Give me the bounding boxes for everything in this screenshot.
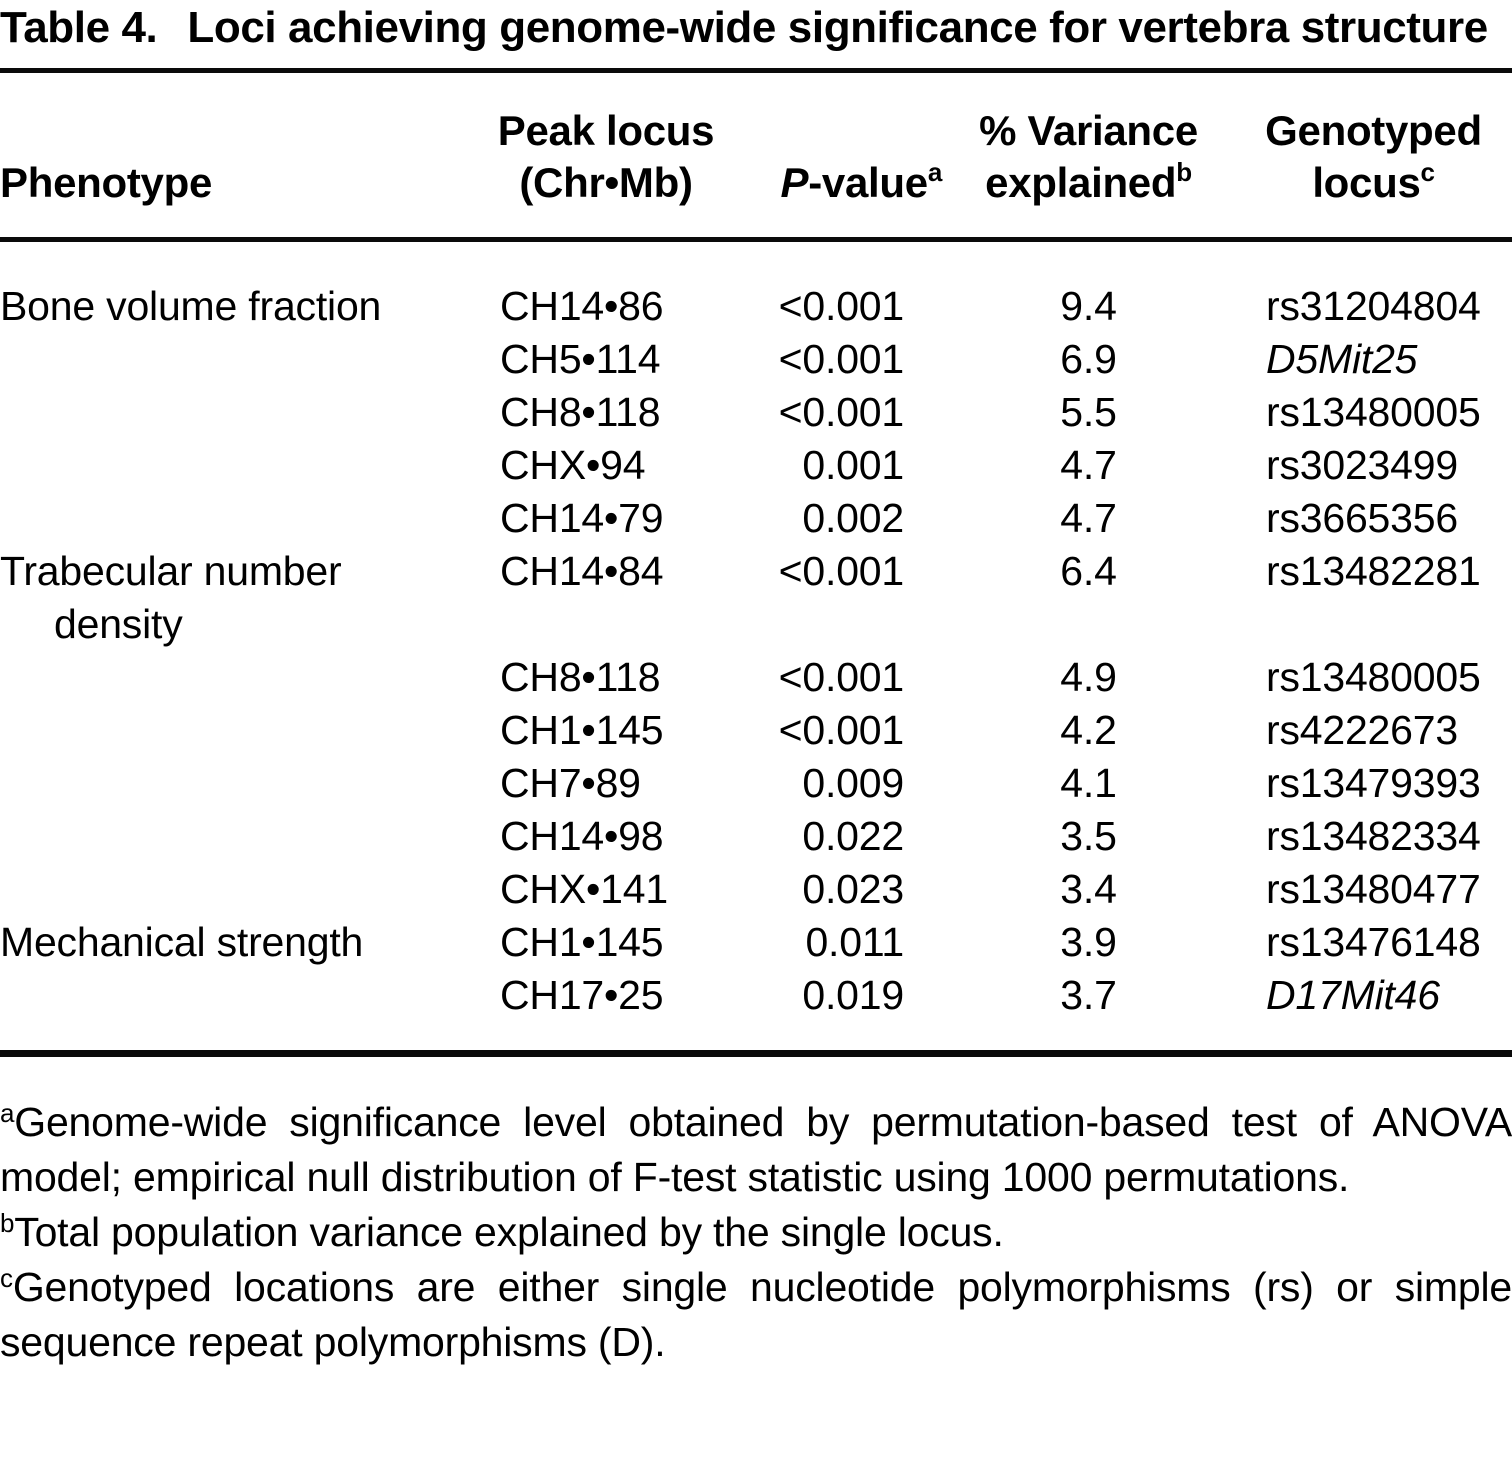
genotyped-locus-cell: D5Mit25: [1266, 336, 1418, 382]
phenotype-cell: [0, 492, 470, 545]
genotyped-locus-cell: rs3665356: [1266, 495, 1458, 541]
peak-locus-cell: CH7•89: [500, 760, 641, 806]
peak-locus-cell: CHX•141: [500, 866, 668, 912]
peak-locus-cell: CH8•118: [500, 654, 661, 700]
table-row: [0, 545, 1512, 651]
phenotype-cell: [0, 704, 470, 757]
table-row: [0, 916, 1512, 969]
column-header-p-value: P-value$^a$: [742, 71, 942, 240]
p-value-cell: 0.011: [805, 919, 904, 965]
p-value-cell: <0.001: [778, 548, 904, 594]
table-row: [0, 240, 1512, 334]
variance-cell: 4.1: [1060, 760, 1117, 806]
table-row: [0, 386, 1512, 439]
footnote-b-marker: b: [0, 1208, 15, 1238]
genotyped-locus-cell: D17Mit46: [1266, 972, 1440, 1018]
loci-significance-table: [0, 68, 1512, 1057]
table-row: [0, 704, 1512, 757]
variance-cell: 3.7: [1060, 972, 1117, 1018]
phenotype-cell: Trabecular number density: [0, 548, 342, 647]
p-value-cell: <0.001: [778, 336, 904, 382]
footnote-marker-a: a: [927, 157, 942, 187]
variance-cell: 6.4: [1060, 548, 1117, 594]
p-value-cell: 0.002: [802, 495, 904, 541]
table-row: [0, 810, 1512, 863]
table-row: [0, 863, 1512, 916]
table-row: [0, 651, 1512, 704]
column-header-genotyped-locus: Genotyped locus$^c$: [1235, 71, 1512, 240]
table-title: [0, 0, 1512, 53]
peak-locus-cell: CHX•94: [500, 442, 646, 488]
p-value-cell: <0.001: [778, 283, 904, 329]
phenotype-cell: Bone volume fraction: [0, 283, 382, 329]
p-value-cell: 0.019: [802, 972, 904, 1018]
table-row: [0, 969, 1512, 1054]
genotyped-locus-cell: rs13480005: [1266, 389, 1481, 435]
variance-cell: 3.9: [1060, 919, 1117, 965]
p-value-cell: <0.001: [778, 707, 904, 753]
header-row: [0, 71, 1512, 240]
genotyped-locus-cell: rs13480005: [1266, 654, 1481, 700]
p-value-cell: 0.022: [802, 813, 904, 859]
table-caption: Loci achieving genome-wide significance for vertebra structure: [187, 3, 1488, 52]
table-footnotes: [0, 1095, 1512, 1370]
column-header-peak-locus: Peak locus (Chr•Mb): [470, 71, 742, 240]
table-number-label: Table 4.: [0, 3, 158, 52]
variance-cell: 3.5: [1060, 813, 1117, 859]
table-row: [0, 333, 1512, 386]
genotyped-locus-cell: rs31204804: [1266, 283, 1481, 329]
variance-cell: 4.9: [1060, 654, 1117, 700]
genotyped-locus-cell: rs13480477: [1266, 866, 1481, 912]
table-body: [0, 240, 1512, 1054]
footnote-b: [0, 1205, 1512, 1260]
variance-cell: 5.5: [1060, 389, 1117, 435]
phenotype-cell: Mechanical strength: [0, 919, 364, 965]
variance-cell: 6.9: [1060, 336, 1117, 382]
variance-cell: 4.7: [1060, 495, 1117, 541]
genotyped-locus-cell: rs13482334: [1266, 813, 1481, 859]
p-value-cell: <0.001: [778, 654, 904, 700]
variance-cell: 3.4: [1060, 866, 1117, 912]
phenotype-cell: [0, 386, 470, 439]
genotyped-locus-cell: rs13476148: [1266, 919, 1481, 965]
table-row: [0, 492, 1512, 545]
phenotype-cell: [0, 810, 470, 863]
peak-locus-cell: CH17•25: [500, 972, 664, 1018]
genotyped-locus-cell: rs13482281: [1266, 548, 1481, 594]
phenotype-cell: [0, 333, 470, 386]
p-value-cell: <0.001: [778, 389, 904, 435]
peak-locus-cell: CH14•86: [500, 283, 664, 329]
footnote-marker-c: c: [1420, 157, 1435, 187]
footnote-c-text: Genotyped locations are either single nucleotide polymorphisms (rs) or simple sequence repeat polymorphisms (D).: [0, 1264, 1512, 1365]
peak-locus-cell: CH14•98: [500, 813, 664, 859]
variance-cell: 4.7: [1060, 442, 1117, 488]
phenotype-cell: [0, 757, 470, 810]
p-value-cell: 0.009: [802, 760, 904, 806]
footnote-a-text: Genome-wide significance level obtained by permutation-based test of ANOVA model; empirical null distribution of F-test statistic using 1000 permutations.: [0, 1099, 1512, 1200]
peak-locus-cell: CH8•118: [500, 389, 661, 435]
genotyped-locus-cell: rs3023499: [1266, 442, 1458, 488]
footnote-a-marker: a: [0, 1098, 15, 1128]
p-value-cell: 0.023: [802, 866, 904, 912]
variance-cell: 4.2: [1060, 707, 1117, 753]
peak-locus-cell: CH1•145: [500, 707, 664, 753]
phenotype-cell: [0, 439, 470, 492]
column-header-phenotype: Phenotype: [0, 71, 470, 240]
table-row: [0, 757, 1512, 810]
phenotype-cell: [0, 969, 470, 1054]
table-header: [0, 71, 1512, 240]
footnote-a: [0, 1095, 1512, 1205]
peak-locus-cell: CH14•84: [500, 548, 664, 594]
phenotype-cell: [0, 651, 470, 704]
peak-locus-cell: CH5•114: [500, 336, 661, 382]
footnote-b-text: Total population variance explained by the single locus.: [14, 1209, 1004, 1255]
genotyped-locus-cell: rs4222673: [1266, 707, 1458, 753]
genotyped-locus-cell: rs13479393: [1266, 760, 1481, 806]
p-value-cell: 0.001: [802, 442, 904, 488]
peak-locus-cell: CH1•145: [500, 919, 664, 965]
footnote-c-marker: c: [0, 1263, 13, 1293]
table-row: [0, 439, 1512, 492]
footnote-c: [0, 1260, 1512, 1370]
phenotype-cell: [0, 863, 470, 916]
variance-cell: 9.4: [1060, 283, 1117, 329]
footnote-marker-b: b: [1176, 157, 1192, 187]
peak-locus-cell: CH14•79: [500, 495, 664, 541]
column-header-variance: % Variance explained$^b$: [942, 71, 1235, 240]
